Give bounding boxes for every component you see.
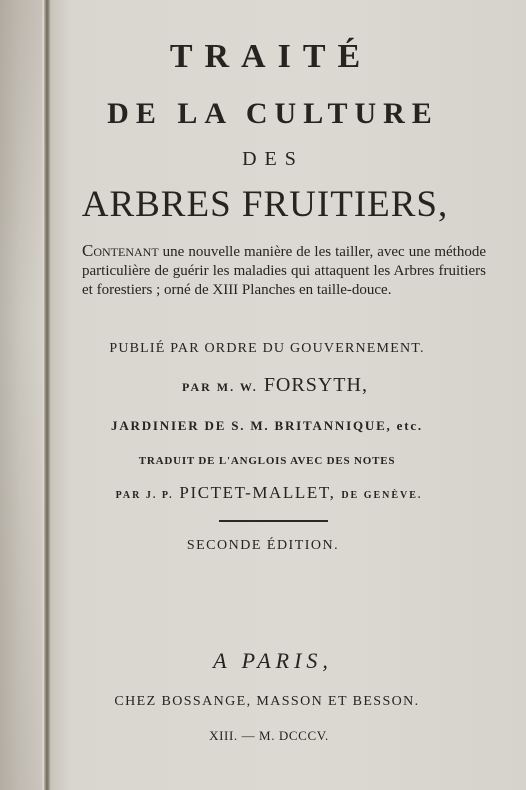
translation-line: TRADUIT DE L'ANGLOIS AVEC DES NOTES: [138, 455, 396, 467]
translator-prefix: PAR J. P.: [115, 490, 174, 501]
author-name: FORSYTH,: [263, 374, 368, 396]
publisher-line: CHEZ BOSSANGE, MASSON ET BESSON.: [114, 694, 420, 709]
title-line-2: DE LA CULTURE: [107, 97, 439, 130]
description-paragraph: [82, 241, 486, 300]
divider-rule: [219, 520, 328, 522]
place-line: A PARIS,: [213, 648, 333, 673]
date-line: XIII. — M. DCCCV.: [209, 728, 329, 743]
title-line-3: DES: [242, 148, 304, 170]
title-line-1: TRAITÉ: [169, 38, 373, 75]
translator-suffix: DE GENÈVE.: [341, 490, 423, 501]
translator-name: PICTET-MALLET,: [179, 483, 336, 502]
edition-line: SECONDE ÉDITION.: [186, 538, 340, 553]
translator-line: [6, 483, 526, 503]
author-title: JARDINIER DE S. M. BRITANNIQUE, etc.: [111, 418, 423, 433]
published-line: PUBLIÉ PAR ORDRE DU GOUVERNEMENT.: [109, 341, 425, 356]
author-prefix: PAR M. W.: [182, 380, 258, 394]
title-line-4: ARBRES FRUITIERS,: [81, 184, 449, 225]
author-line: [12, 374, 526, 397]
description-text: une nouvelle manière de les tailler, avec une méthode particulière de guérir les maladies qui attaquent les Arbres fruitiers et forestiers ; orné de XIII Planches en taille-douce.: [82, 244, 486, 298]
description-lead: Contenant: [82, 241, 159, 260]
